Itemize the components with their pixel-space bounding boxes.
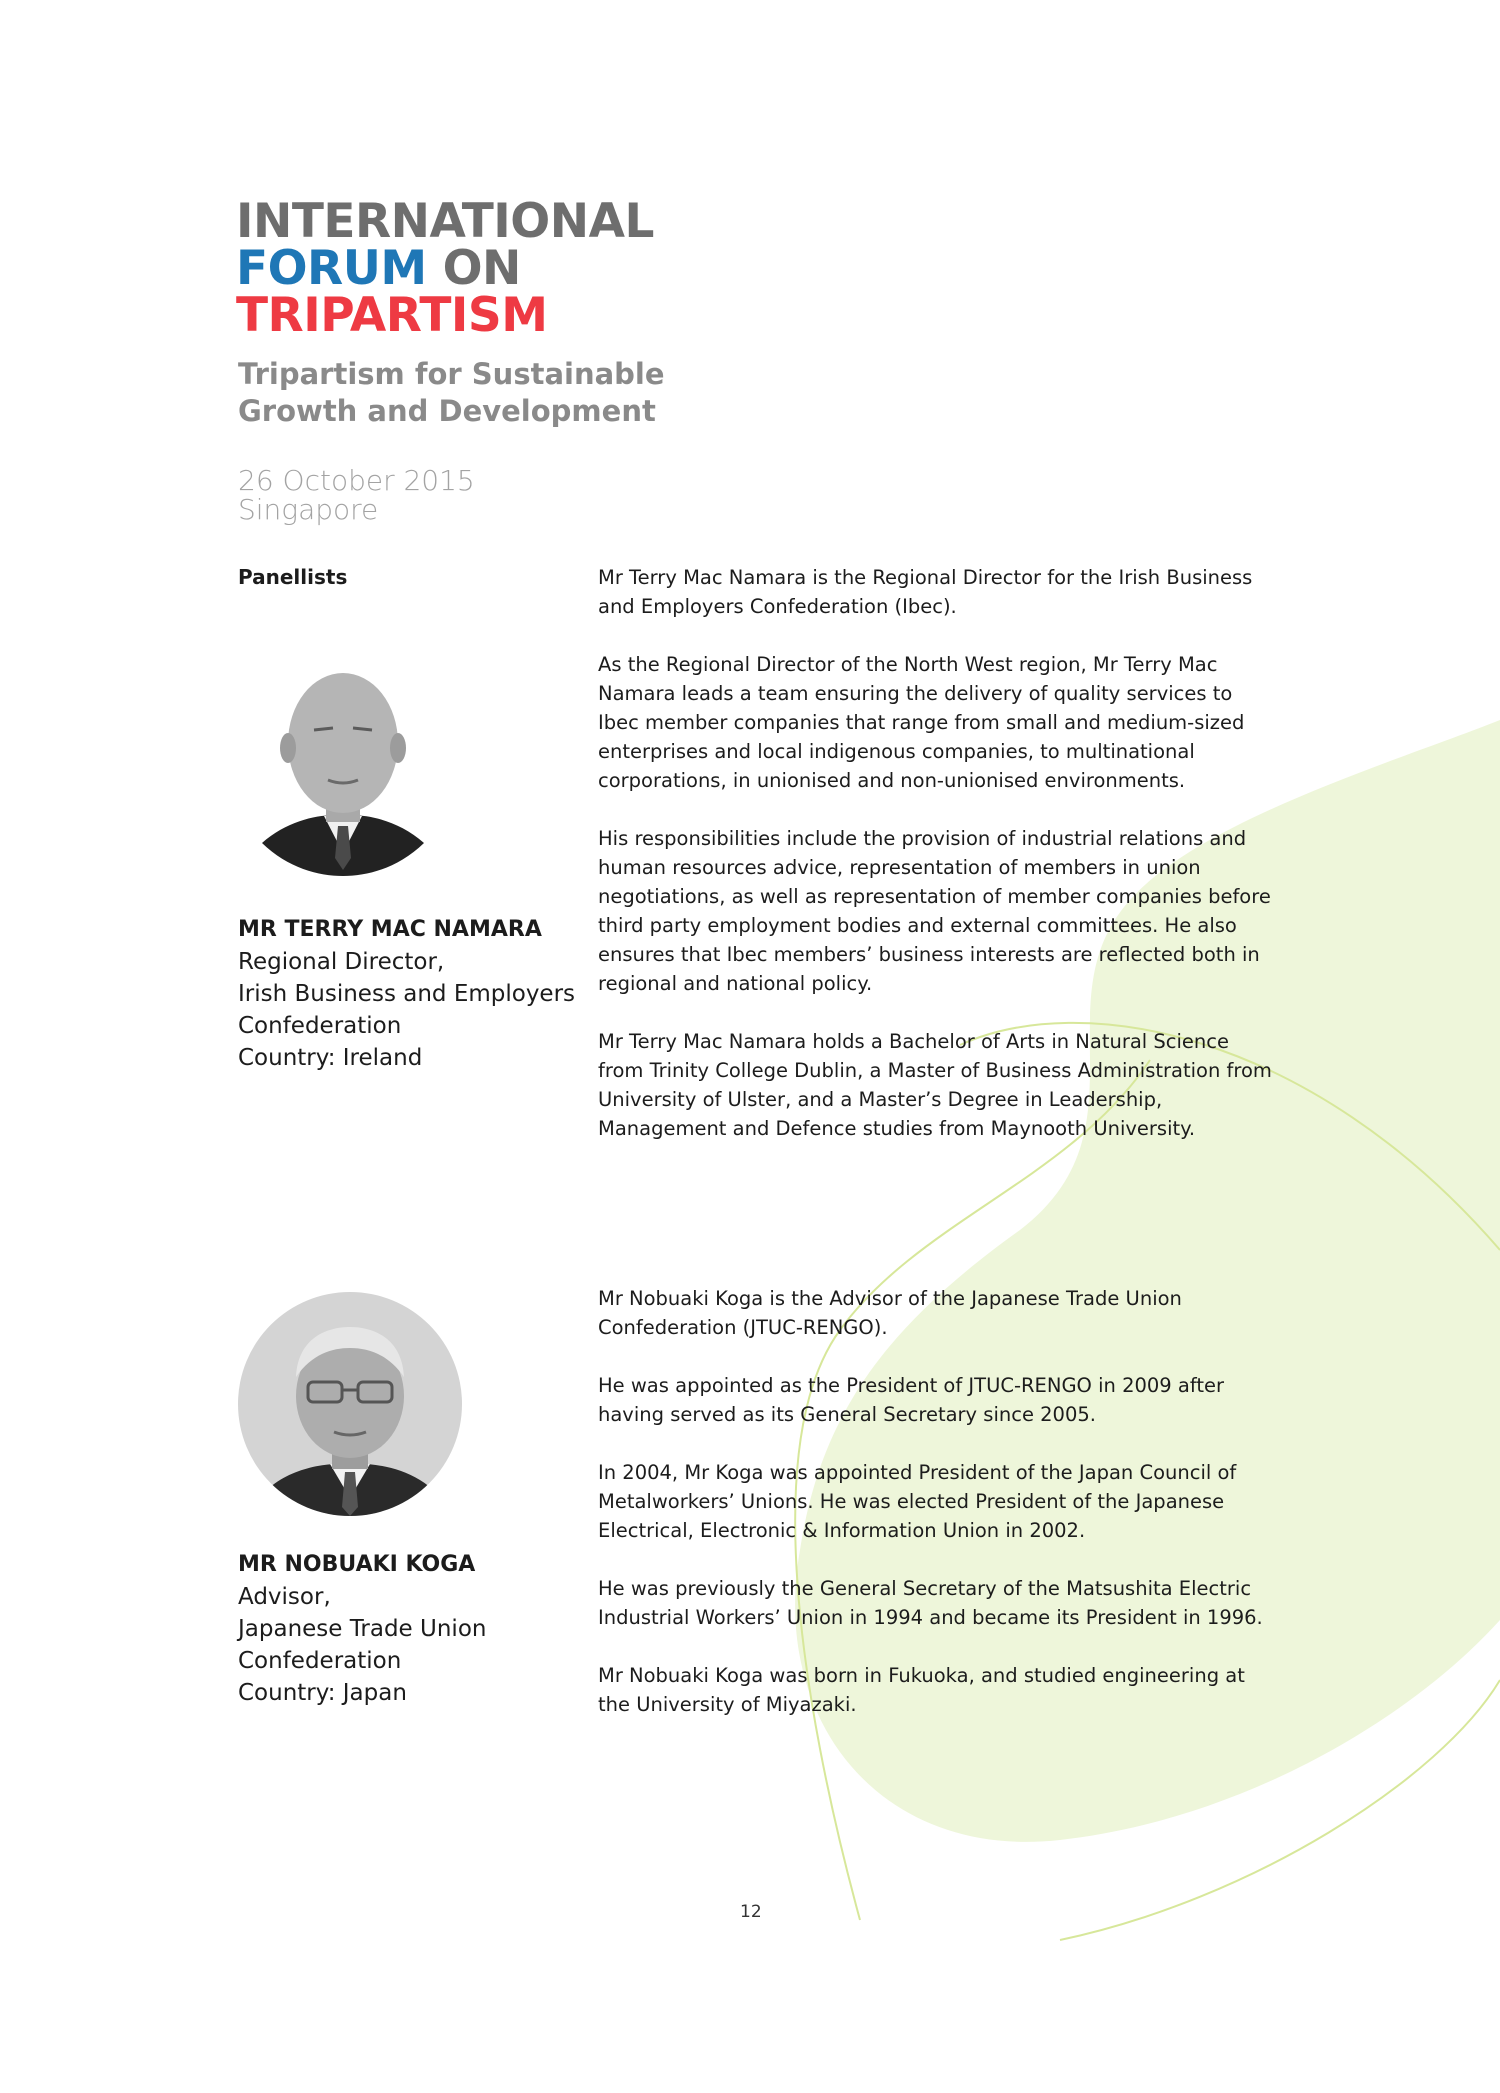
bio-paragraph: Mr Nobuaki Koga is the Advisor of the Japanese Trade Union Confederation (JTUC-RENGO).	[598, 1287, 1182, 1339]
logo-word-forum: FORUM	[236, 241, 427, 296]
portrait-face	[288, 673, 398, 813]
panellist-organisation-line-2: Confederation	[238, 1013, 402, 1039]
panellist-1-biography	[598, 563, 1278, 1172]
event-date: 26 October 2015	[238, 464, 475, 497]
logo-line-forum-on	[236, 241, 654, 296]
forum-logo	[236, 194, 654, 343]
logo-line-tripartism: TRIPARTISM	[236, 288, 548, 343]
panellist-name: MR NOBUAKI KOGA	[238, 1552, 476, 1577]
bio-paragraph: He was appointed as the President of JTUC-RENGO in 2009 after having served as its General Secretary since 2005.	[598, 1374, 1225, 1426]
portrait-ear-right	[390, 733, 406, 763]
panellist-organisation-line-1: Irish Business and Employers	[238, 981, 576, 1007]
bio-paragraph: In 2004, Mr Koga was appointed President of the Japan Council of Metalworkers’ Unions. He was elected President of the Japanese Electrical, Electronic & Information Union in 2002.	[598, 1461, 1237, 1542]
panellist-country: Country: Ireland	[238, 1045, 423, 1071]
event-location: Singapore	[238, 493, 379, 526]
section-label-panellists: Panellists	[238, 565, 348, 589]
subtitle-line-1: Tripartism for Sustainable	[238, 357, 665, 391]
panellist-1-details	[238, 914, 575, 1074]
bio-paragraph: Mr Nobuaki Koga was born in Fukuoka, and studied engineering at the University of Miyazaki.	[598, 1664, 1245, 1716]
logo-word-on: ON	[442, 241, 521, 296]
panellist-role: Regional Director,	[238, 949, 445, 975]
bio-paragraph: His responsibilities include the provision of industrial relations and human resources advice, representation of members in union negotiations, as well as representation of member companies before third party employment bodies and external committees. He also ensures that Ibec members’ business interests are reflected both in regional and national policy.	[598, 827, 1271, 995]
subtitle-line-2: Growth and Development	[238, 394, 656, 428]
bio-paragraph: Mr Terry Mac Namara holds a Bachelor of Arts in Natural Science from Trinity College Dublin, a Master of Business Administration from University of Ulster, and a Master’s Degree in Leadership, Management and Defence studies from Maynooth University.	[598, 1030, 1272, 1140]
page-number: 12	[740, 1902, 762, 1922]
panellist-organisation-line-1: Japanese Trade Union	[238, 1616, 487, 1642]
logo-line-international: INTERNATIONAL	[236, 194, 654, 249]
forum-subtitle	[238, 356, 665, 430]
event-date-location	[238, 466, 475, 524]
panellist-role: Advisor,	[238, 1584, 331, 1610]
nobuaki-koga-portrait	[238, 1292, 462, 1516]
bio-paragraph: Mr Terry Mac Namara is the Regional Director for the Irish Business and Employers Confederation (Ibec).	[598, 566, 1253, 618]
terry-mac-namara-portrait	[238, 648, 448, 878]
panellist-2-biography	[598, 1284, 1278, 1748]
panellist-2-details	[238, 1549, 486, 1709]
panellist-organisation-line-2: Confederation	[238, 1648, 402, 1674]
panellist-country: Country: Japan	[238, 1680, 407, 1706]
panellist-name: MR TERRY MAC NAMARA	[238, 917, 542, 942]
bio-paragraph: As the Regional Director of the North West region, Mr Terry Mac Namara leads a team ensuring the delivery of quality services to Ibec member companies that range from small and medium-sized enterprises and local indigenous companies, to multinational corporations, in unionised and non-unionised environments.	[598, 653, 1245, 792]
portrait-ear-left	[280, 733, 296, 763]
bio-paragraph: He was previously the General Secretary of the Matsushita Electric Industrial Workers’ Union in 1994 and became its President in 1996.	[598, 1577, 1263, 1629]
